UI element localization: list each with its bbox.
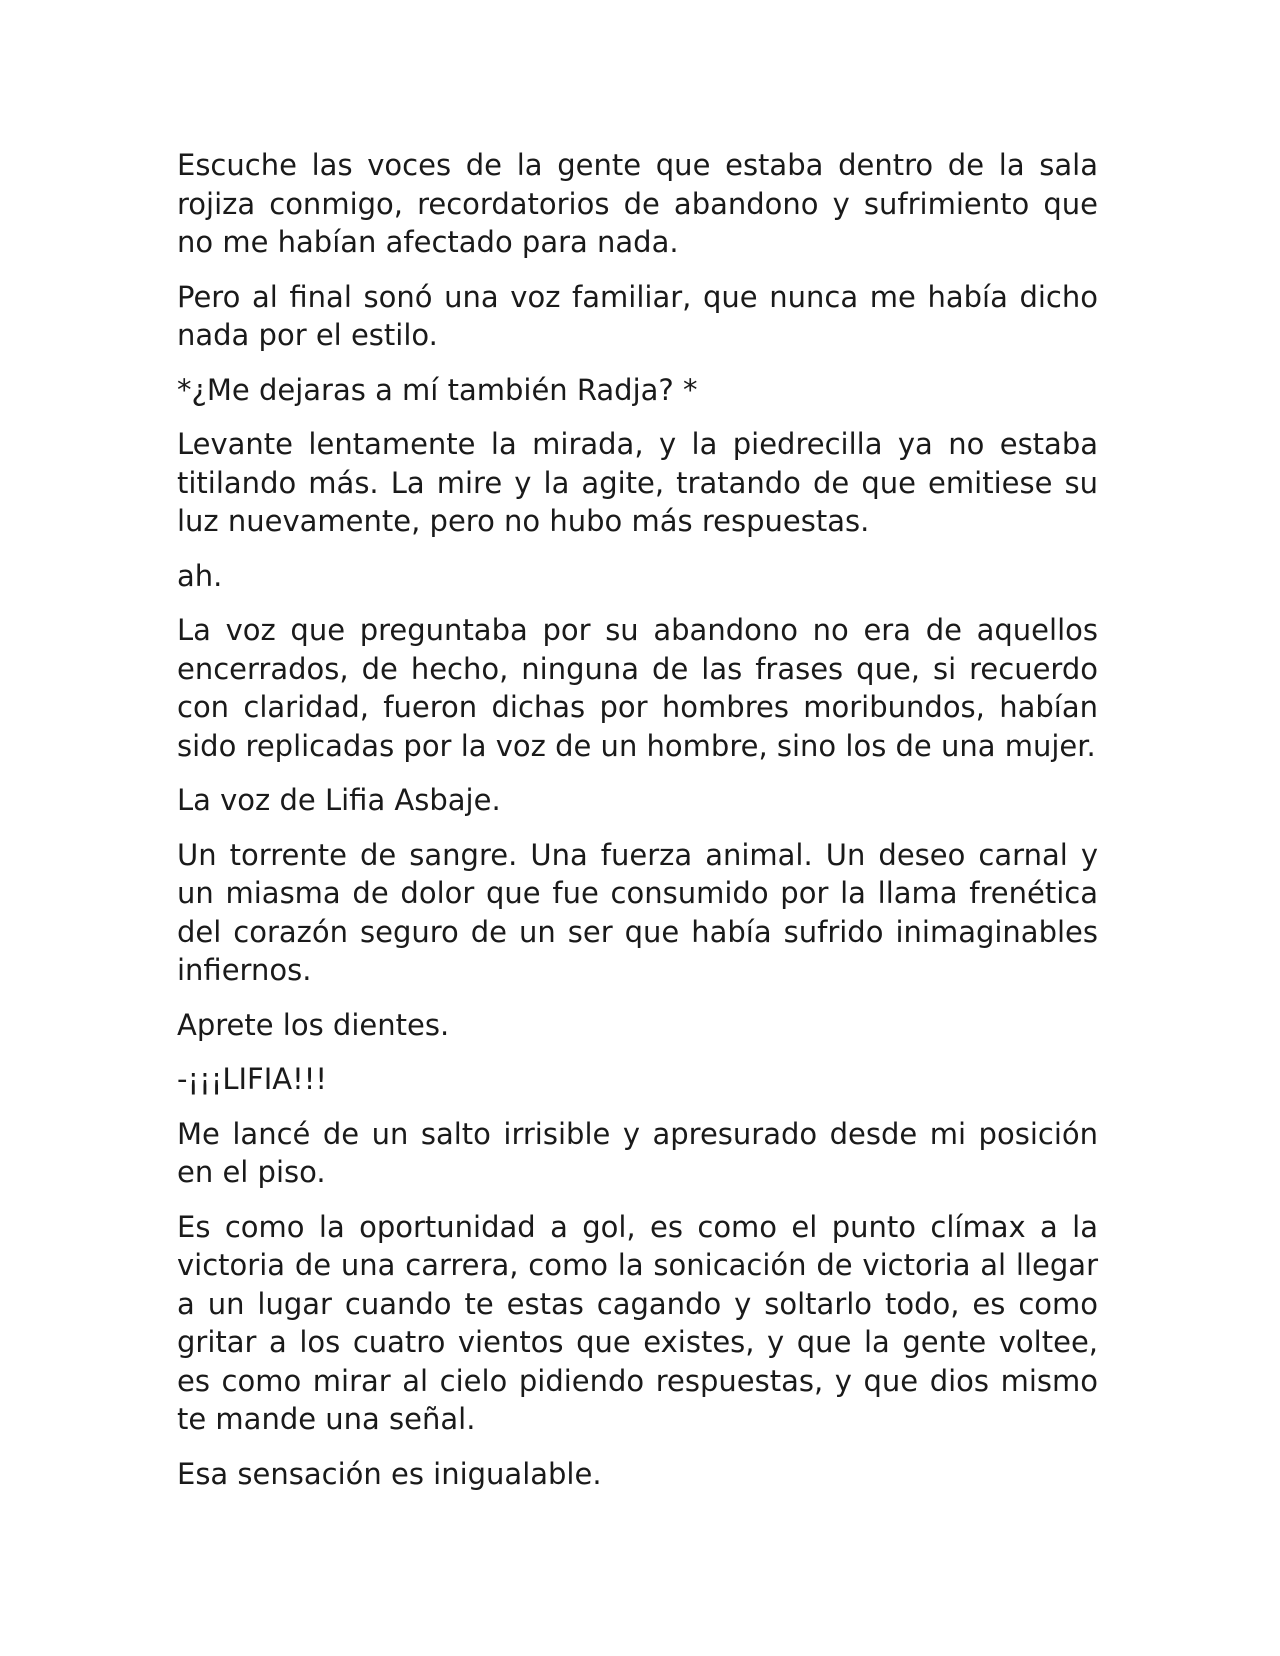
paragraph-3: *¿Me dejaras a mí también Radja? * [177,372,698,407]
paragraph-13: Esa sensación es inigualable. [177,1456,602,1491]
paragraph-6: La voz que preguntaba por su abandono no era de aquellos encerrados, de hecho, ninguna de las frases que, si recuerdo con claridad, fueron dichas por hombres moribundos, habían sido replicadas por la voz de un hombre, sino los de una mujer. [177,613,1098,763]
paragraph-5: ah. [177,558,223,593]
paragraph-7: La voz de Lifia Asbaje. [177,783,501,817]
paragraph-9: Aprete los dientes. [177,1007,450,1042]
paragraph-12: Es como la oportunidad a gol, es como el punto clímax a la victoria de una carrera, como la sonicación de victoria al llegar a un lugar cuando te estas cagando y soltarlo todo, es como gritar a los cuatro vientos que existes, y que la gente voltee, es como mirar al cielo pidiendo respuestas, y que dios mismo te mande una señal. [177,1209,1098,1436]
paragraph-10: -¡¡¡LIFIA!!! [177,1062,327,1096]
paragraph-4: Levante lentamente la mirada, y la piedrecilla ya no estaba titilando más. La mire y la agite, tratando de que emitiese su luz nuevamente, pero no hubo más respuestas. [177,427,1098,538]
paragraph-1: Escuche las voces de la gente que estaba dentro de la sala rojiza conmigo, recordatorios de abandono y sufrimiento que no me habían afectado para nada. [177,148,1098,259]
document-body [177,146,1098,1509]
paragraph-8: Un torrente de sangre. Una fuerza animal. Un deseo carnal y un miasma de dolor que fue consumido por la llama frenética del corazón seguro de un ser que había sufrido inimaginables infiernos. [177,837,1098,987]
paragraph-11: Me lancé de un salto irrisible y apresurado desde mi posición en el piso. [177,1116,1098,1189]
paragraph-2: Pero al final sonó una voz familiar, que nunca me había dicho nada por el estilo. [177,279,1098,352]
